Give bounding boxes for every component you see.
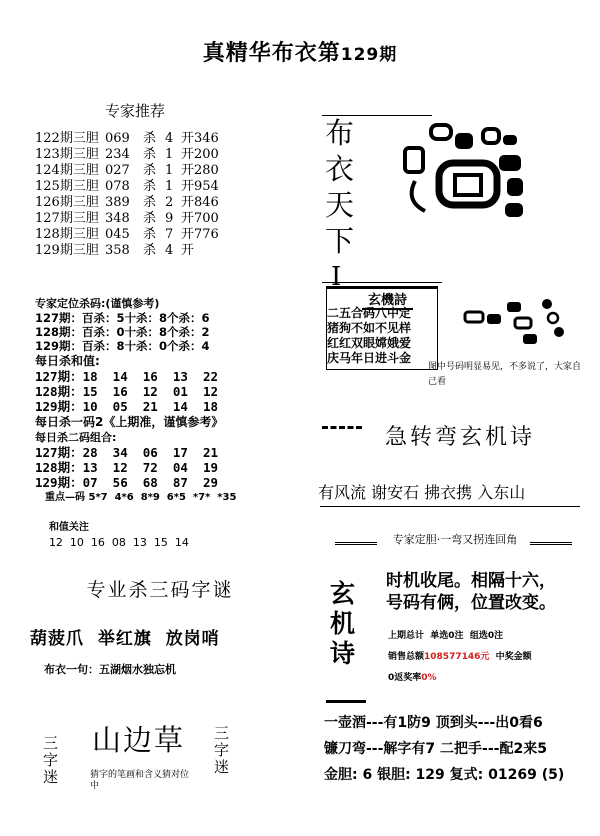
expert-row bbox=[35, 131, 285, 147]
open-result: 开200 bbox=[181, 147, 219, 162]
open-result: 开846 bbox=[181, 195, 219, 210]
stats-label: 上期总计 bbox=[388, 631, 425, 641]
gall-code: 027 bbox=[105, 163, 130, 178]
gall-code: 389 bbox=[105, 195, 130, 210]
buyi-vertical bbox=[325, 115, 355, 295]
expert-panel bbox=[35, 100, 285, 270]
expert-row bbox=[35, 179, 285, 195]
buyi-numeral: I bbox=[331, 262, 342, 292]
xuanji-title: 玄機詩 bbox=[362, 289, 413, 310]
expert-row bbox=[35, 163, 285, 179]
riddle-title: 专业杀三码字谜 bbox=[86, 579, 234, 601]
kill-label: 杀 bbox=[143, 163, 157, 178]
kill-digit: 9 bbox=[165, 211, 174, 226]
stats-group: 组选0注 bbox=[469, 631, 504, 641]
bottom-line: 一壶酒---有1防9 顶到头---出0看6 bbox=[324, 715, 543, 731]
san-zi-mi-left: 三字迷 bbox=[43, 734, 59, 786]
two-code-row: 129期：07 56 68 87 29 bbox=[35, 475, 219, 490]
kill-row: 127期：百杀：5十杀：8个杀：6 bbox=[35, 311, 210, 325]
bottom-line: 镰刀弯---解字有7 二把手---配2来5 bbox=[324, 741, 547, 757]
xuanji-lines bbox=[327, 306, 437, 366]
verse-vertical: 玄机诗 bbox=[330, 579, 356, 668]
kill-label: 杀 bbox=[143, 147, 157, 162]
xuanji-line: 庆马年日进斗金 bbox=[327, 351, 412, 365]
title-issue: 129期 bbox=[340, 45, 398, 65]
divider bbox=[322, 282, 442, 283]
kill-row: 128期：百杀：0十杀：8个杀：2 bbox=[35, 325, 210, 339]
sum-row: 127期：18 14 16 13 22 bbox=[35, 369, 219, 384]
mountain-note: 猜字的笔画和含义猜对位中 bbox=[90, 770, 190, 791]
riddle-word: 放岗哨 bbox=[165, 629, 220, 649]
kill-digit: 4 bbox=[165, 131, 174, 146]
kill-label: 杀 bbox=[143, 179, 157, 194]
bottom-lines bbox=[324, 710, 600, 788]
kill-label: 杀 bbox=[143, 227, 157, 242]
expert-row bbox=[35, 211, 285, 227]
kill-label: 杀 bbox=[143, 243, 157, 258]
riddle-panel bbox=[30, 575, 290, 677]
issue-label: 128期三胆 bbox=[35, 227, 99, 242]
expert-banner: 专家定胆·一弯又拐连回角 bbox=[392, 533, 518, 546]
expert-rows bbox=[35, 131, 285, 259]
stats-sales-value: 108577146元 bbox=[424, 652, 490, 662]
stats-single: 单选0注 bbox=[430, 631, 464, 641]
page-title bbox=[0, 36, 600, 67]
verse-lines bbox=[386, 570, 596, 614]
issue-label: 125期三胆 bbox=[35, 179, 99, 194]
two-code-row: 127期：28 34 06 17 21 bbox=[35, 445, 219, 460]
stats-prize-label: 中奖金额 bbox=[495, 652, 532, 662]
kill-panel bbox=[35, 296, 295, 549]
kill-digit: 1 bbox=[165, 163, 174, 178]
riddle-words bbox=[30, 624, 290, 649]
kill-label: 杀 bbox=[143, 195, 157, 210]
verse-line: 号码有俩，位置改变。 bbox=[386, 593, 556, 613]
gall-code: 234 bbox=[105, 147, 130, 162]
riddle-hint: 布衣一句：五湖烟水独忘机 bbox=[44, 663, 176, 676]
kill-digit: 1 bbox=[165, 179, 174, 194]
kill-heading: 专家定位杀码:(谨慎参考) bbox=[35, 297, 160, 310]
san-zi-mi-right: 三字迷 bbox=[214, 724, 230, 776]
stats-sales-label: 销售总额 bbox=[388, 652, 425, 662]
stats-rate-label: 0返奖率 bbox=[388, 673, 422, 683]
kill-label: 杀 bbox=[143, 211, 157, 226]
verse-line: 时机收尾。相隔十六， bbox=[386, 571, 556, 591]
open-result: 开280 bbox=[181, 163, 219, 178]
mountain-riddle: 山边草 bbox=[92, 723, 186, 757]
bottom-line: 金胆: 6 银胆: 129 复式: 01269 (5) bbox=[324, 767, 565, 783]
poem-line: 有风流 谢安石 拂衣携 入东山 bbox=[318, 483, 526, 502]
sum-focus-values: 12 10 16 08 13 15 14 bbox=[48, 536, 189, 549]
issue-label: 122期三胆 bbox=[35, 131, 99, 146]
divider bbox=[320, 506, 580, 507]
expert-row bbox=[35, 227, 285, 243]
gall-code: 348 bbox=[105, 211, 130, 226]
stats-row-2 bbox=[388, 647, 532, 668]
gall-code: 069 bbox=[105, 131, 130, 146]
expert-row bbox=[35, 243, 285, 259]
kill-label: 杀 bbox=[143, 131, 157, 146]
sum-row: 129期：10 05 21 14 18 bbox=[35, 399, 219, 414]
gall-code: 358 bbox=[105, 243, 130, 258]
open-result: 开776 bbox=[181, 227, 219, 242]
ink-drawing bbox=[395, 103, 535, 243]
kill-digit: 1 bbox=[165, 147, 174, 162]
issue-label: 126期三胆 bbox=[35, 195, 99, 210]
open-result: 开954 bbox=[181, 179, 219, 194]
open-result: 开 bbox=[181, 243, 195, 258]
two-code-row: 128期：13 12 72 04 19 bbox=[35, 460, 219, 475]
kill-digit: 4 bbox=[165, 243, 174, 258]
one-code-heading: 每日杀一码2《上期准，谨慎参考》 bbox=[35, 415, 224, 429]
sum-heading: 每日杀和值: bbox=[35, 354, 100, 368]
two-code-heading: 每日杀二码组合: bbox=[35, 431, 117, 444]
xuanji-note: 图中号码明显易见，不多说了，大家自己看 bbox=[428, 362, 582, 387]
expert-row bbox=[35, 147, 285, 163]
xuanji-line: 红红双眼嫦娥爱 bbox=[327, 336, 412, 350]
sum-focus-row bbox=[35, 505, 295, 549]
divider bbox=[326, 700, 366, 703]
stats-rate-value: 0% bbox=[421, 673, 437, 683]
riddle-word: 举红旗 bbox=[97, 629, 152, 649]
divider bbox=[530, 542, 572, 545]
gall-code: 078 bbox=[105, 179, 130, 194]
kill-row: 129期：百杀：8十杀：0个杀：4 bbox=[35, 339, 210, 353]
poem-heading: 急转弯玄机诗 bbox=[384, 425, 535, 450]
issue-label: 129期三胆 bbox=[35, 243, 99, 258]
number-drawing bbox=[455, 292, 585, 352]
sales-stats bbox=[388, 626, 532, 689]
focus-row: 重点—码 5*7 4*6 8*9 6*5 *7* *35 bbox=[45, 492, 237, 503]
kill-digit: 2 bbox=[165, 195, 174, 210]
sum-row: 128期：15 16 12 01 12 bbox=[35, 384, 219, 399]
issue-label: 127期三胆 bbox=[35, 211, 99, 226]
title-main: 真精华布衣第 bbox=[202, 41, 341, 66]
xuanji-line: 猪狗不如不见样 bbox=[327, 321, 412, 335]
expert-heading: 专家推荐 bbox=[105, 102, 166, 120]
issue-label: 124期三胆 bbox=[35, 163, 99, 178]
issue-label: 123期三胆 bbox=[35, 147, 99, 162]
stats-row-3 bbox=[388, 668, 532, 689]
expert-row bbox=[35, 195, 285, 211]
buyi-vertical-text: 布衣天下 bbox=[325, 116, 355, 258]
sum-focus-label: 和值关注 bbox=[48, 522, 89, 533]
riddle-word: 葫菠爪 bbox=[30, 629, 84, 649]
open-result: 开346 bbox=[181, 131, 219, 146]
stats-row-1 bbox=[388, 626, 532, 647]
gall-code: 045 bbox=[105, 227, 130, 242]
kill-digit: 7 bbox=[165, 227, 174, 242]
open-result: 开700 bbox=[181, 211, 219, 226]
xuanji-line: 二五合码八中定 bbox=[327, 306, 412, 320]
